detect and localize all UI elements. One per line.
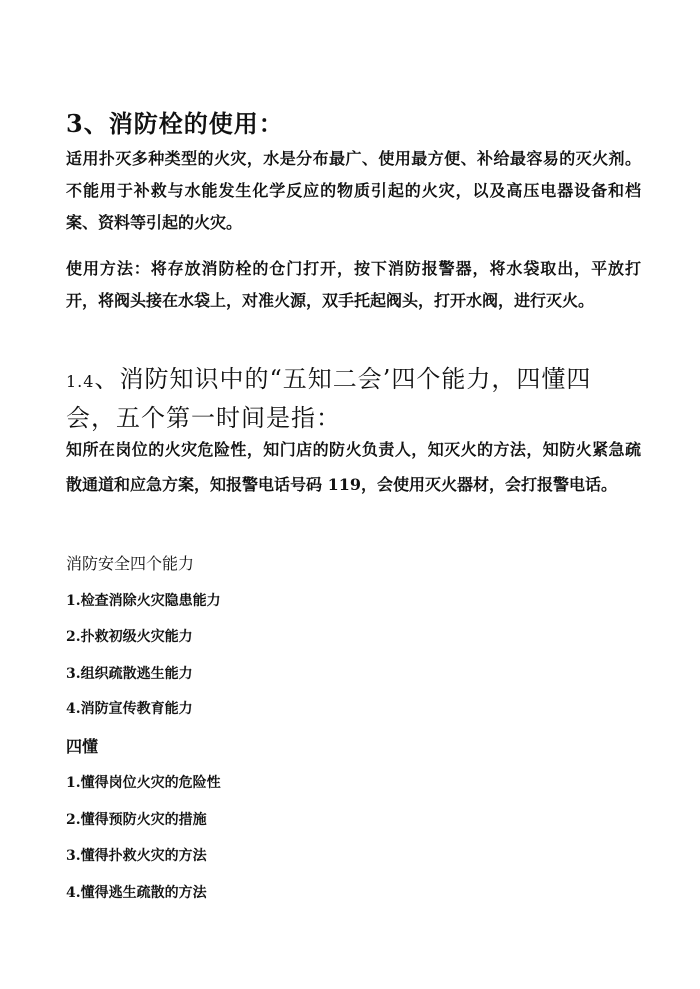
four-understandings-title: 四懂 bbox=[66, 737, 99, 756]
abilities-item-2: 2.扑救初级火灾能力 bbox=[66, 629, 193, 645]
section4-heading bbox=[66, 361, 641, 436]
abilities-item-4: 4.消防宣传教育能力 bbox=[66, 701, 193, 717]
four-understandings-item-1: 1.懂得岗位火灾的危险性 bbox=[66, 775, 221, 791]
section4-heading-text: 、消防知识中的“五知二会’四个能力，四懂四会，五个第一时间是指： bbox=[66, 365, 592, 432]
abilities-item-3: 3.组织疏散逃生能力 bbox=[66, 666, 193, 682]
abilities-title: 消防安全四个能力 bbox=[66, 554, 195, 573]
four-understandings-item-4: 4.懂得逃生疏散的方法 bbox=[66, 885, 207, 901]
section4-heading-number: 1.4 bbox=[66, 372, 95, 391]
section3-paragraph-usage: 使用方法：将存放消防栓的仓门打开，按下消防报警器，将水袋取出，平放打开，将阀头接在水袋上，对准火源，双手托起阀头，打开水阀，进行灭火。 bbox=[66, 259, 641, 310]
abilities-item-1: 1.检查消除火灾隐患能力 bbox=[66, 593, 221, 609]
section4-paragraph: 知所在岗位的火灾危险性，知门店的防火负责人，知灭火的方法，知防火紧急疏散通道和应急方案，知报警电话号码 119，会使用灭火器材，会打报警电话。 bbox=[66, 440, 641, 494]
section3-paragraph-applicability: 适用扑灭多种类型的火灾，水是分布最广、使用最方便、补给最容易的灭火剂。不能用于补救与水能发生化学反应的物质引起的火灾，以及高压电器设备和档案、资料等引起的火灾。 bbox=[66, 149, 641, 232]
four-understandings-item-2: 2.懂得预防火灾的措施 bbox=[66, 812, 207, 828]
section3-heading: 3、消防栓的使用： bbox=[66, 109, 284, 138]
four-understandings-item-3: 3.懂得扑救火灾的方法 bbox=[66, 848, 207, 864]
